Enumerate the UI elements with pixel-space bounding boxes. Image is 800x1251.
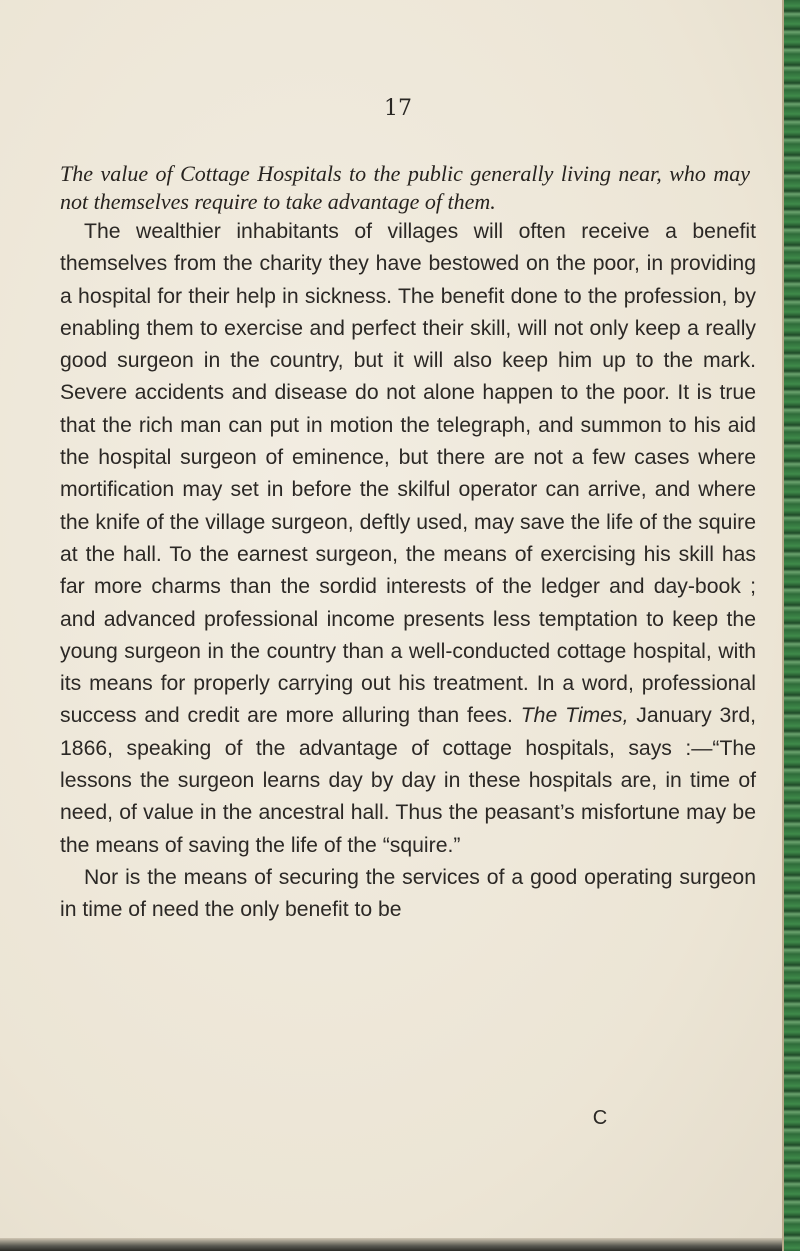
paragraph-text: The wealthier inhabitants of villages will often receive a benefit themselves from the charity they have bestowed on the poor, in providing a hospital for their help in sickness. The benefit done to the profession, by enabling them to exercise and perfect their skill, will not only keep a really good surgeon in the country, but it will also keep him up to the mark. Severe accidents and disease do not alone happen to the poor. It is true that the rich man can put in motion the telegraph, and summon to his aid the hospital surgeon of eminence, but there are not a few cases where mortification may set in before the skilful operator can arrive, and where the knife of the village surgeon, deftly used, may save the life of the squire at the hall. To the earnest surgeon, the means of exercising his skill has far more charms than the sordid interests of the ledger and day-book ; and advanced professional income presents less temptation to keep the young surgeon in the country than a well-conducted cottage hospital, with its means for properly carrying out his treatment. In a word, professional success and credit are more alluring than fees.	[60, 220, 756, 728]
paragraph-text: Nor is the means of securing the services of a good operating surgeon in time of need the only benefit to be	[60, 865, 756, 922]
signature-mark: C	[592, 1107, 608, 1129]
page-number: 17	[384, 96, 412, 121]
quote-text: January 3rd, 1866, speaking of the advantage of cottage hospitals, says :—“The lessons the surgeon learns day by day in these hospitals are, in time of need, of value in the ancestral hall. Thus the peasant’s misfortune may be the means of saving the life of the “squire.”	[60, 704, 757, 857]
section-heading: The value of Cottage Hospitals to the public generally living near, who may not themselves require to take advantage of them.	[60, 161, 750, 214]
body-text	[60, 216, 756, 927]
quoted-source-title: The Times,	[520, 704, 629, 728]
page-bottom-edge	[0, 1238, 782, 1251]
paragraph	[60, 216, 756, 862]
paragraph	[60, 862, 756, 927]
book-binding-edge	[782, 0, 800, 1251]
